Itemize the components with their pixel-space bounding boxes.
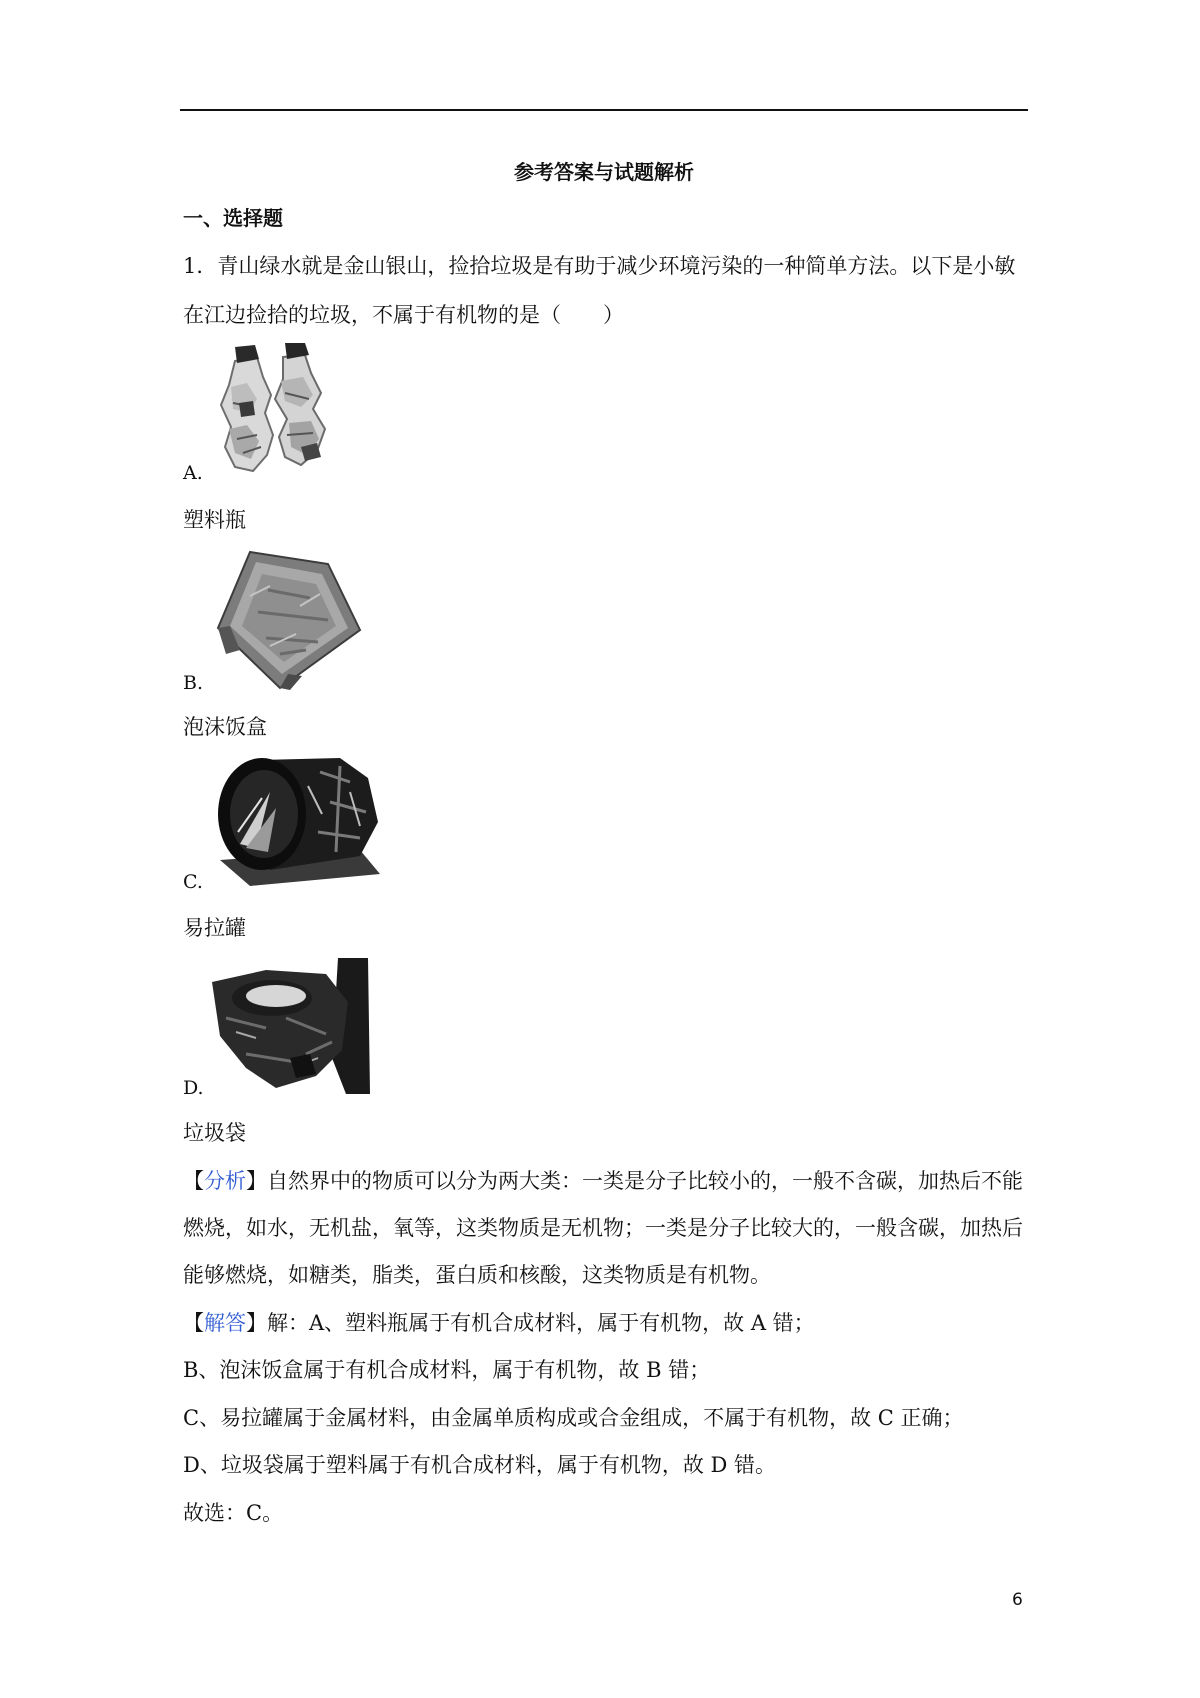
analysis-bracket-close: 】 [246,1169,267,1193]
option-a-label: 塑料瓶 [183,508,246,532]
answer-line-4: D、垃圾袋属于塑料属于有机合成材料，属于有机物，故 D 错。 [183,1453,777,1477]
option-b-label: 泡沫饭盒 [183,715,267,739]
answer-line-2: B、泡沫饭盒属于有机合成材料，属于有机物，故 B 错； [183,1358,711,1382]
option-c-letter: C. [183,871,203,893]
analysis-line-3: 能够燃烧，如糖类，脂类，蛋白质和核酸，这类物质是有机物。 [183,1263,771,1287]
header-rule [180,109,1028,111]
answer-bracket-close: 】 [246,1311,267,1335]
answer-tag: 解答 [204,1311,246,1335]
question-text-line-2: 在江边捡拾的垃圾，不属于有机物的是（ ） [183,303,624,327]
answer-line-1 [183,1308,815,1338]
answer-conclusion: 故选：C。 [183,1501,284,1525]
analysis-line-1 [183,1166,1023,1196]
option-d-letter: D. [183,1077,204,1099]
analysis-bracket-open: 【 [183,1169,204,1193]
garbage-bag-photo [206,958,374,1094]
answer-bracket-open: 【 [183,1311,204,1335]
answer-text-1: 解：A、塑料瓶属于有机合成材料，属于有机物，故 A 错； [267,1311,815,1335]
answer-line-3: C、易拉罐属于金属材料，由金属单质构成或合金组成，不属于有机物，故 C 正确； [183,1406,964,1430]
option-b-letter: B. [183,672,204,694]
page-number: 6 [1012,1590,1023,1610]
page-title: 参考答案与试题解析 [514,160,694,184]
option-d-label: 垃圾袋 [183,1121,246,1145]
option-a-letter: A. [183,462,203,484]
analysis-tag: 分析 [204,1169,246,1193]
crushed-can-photo [210,752,384,892]
question-text-line-1: 1．青山绿水就是金山银山，捡拾垃圾是有助于减少环境污染的一种简单方法。以下是小敏 [183,254,1016,278]
option-c-label: 易拉罐 [183,916,246,940]
analysis-text-1: 自然界中的物质可以分为两大类：一类是分子比较小的，一般不含碳，加热后不能 [267,1169,1023,1193]
foam-lunch-box-photo [210,546,368,692]
plastic-bottles-photo [213,343,343,477]
section-heading: 一、选择题 [183,206,283,230]
analysis-line-2: 燃烧，如水，无机盐，氧等，这类物质是无机物；一类是分子比较大的，一般含碳，加热后 [183,1216,1023,1240]
